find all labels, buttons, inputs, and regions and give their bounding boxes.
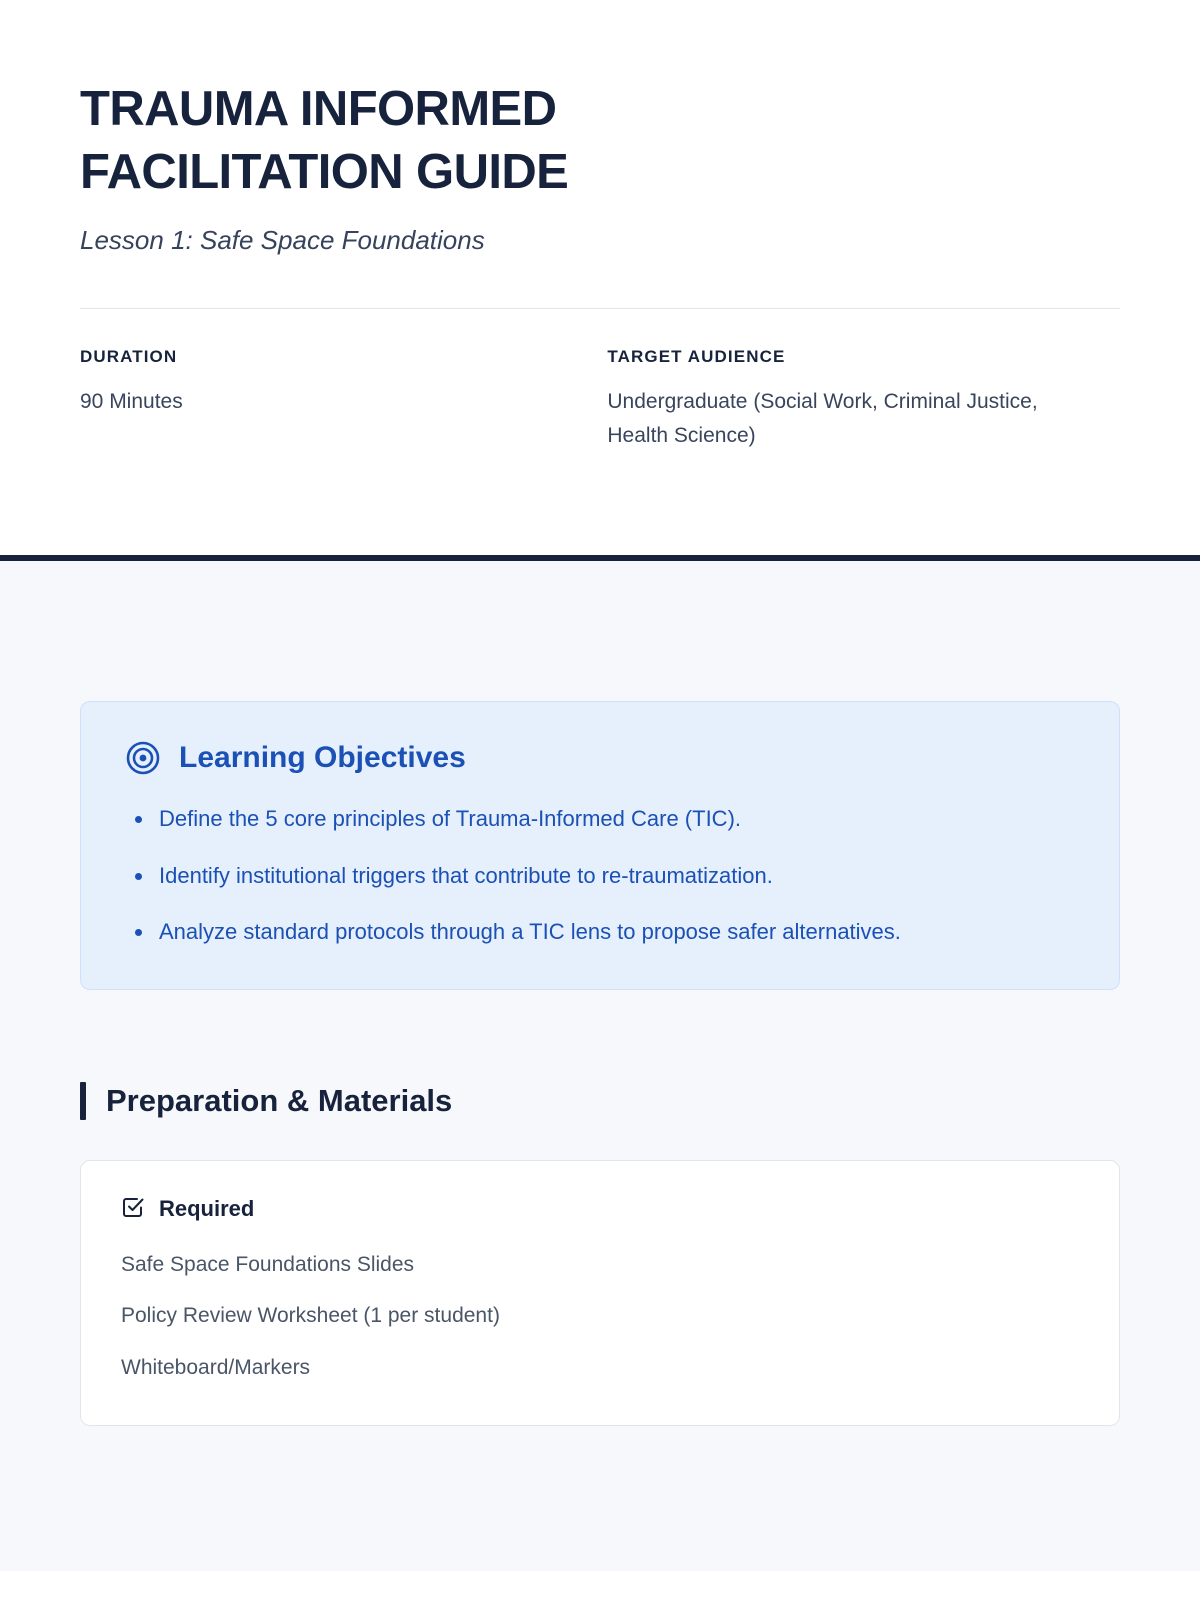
learning-objectives-callout bbox=[80, 701, 1120, 989]
list-item: Analyze standard protocols through a TIC lens to propose safer alternatives. bbox=[125, 915, 975, 949]
required-materials-list bbox=[121, 1248, 1079, 1385]
meta-grid bbox=[80, 347, 1120, 453]
page-subtitle: Lesson 1: Safe Space Foundations bbox=[80, 225, 485, 256]
list-item: Whiteboard/Markers bbox=[121, 1355, 311, 1379]
list-item: Safe Space Foundations Slides bbox=[121, 1252, 415, 1276]
header-divider bbox=[80, 308, 1120, 309]
document-body bbox=[0, 561, 1200, 1571]
meta-duration-value: 90 Minutes bbox=[80, 390, 183, 414]
list-item: Define the 5 core principles of Trauma-Informed Care (TIC). bbox=[125, 802, 975, 836]
learning-objectives-header bbox=[125, 740, 1075, 776]
preparation-section-header bbox=[80, 1082, 1120, 1120]
meta-target-audience bbox=[607, 347, 1120, 453]
learning-objectives-title: Learning Objectives bbox=[179, 741, 466, 775]
required-materials-header bbox=[121, 1195, 1079, 1224]
preparation-section-title: Preparation & Materials bbox=[106, 1082, 453, 1118]
list-item: Policy Review Worksheet (1 per student) bbox=[121, 1304, 500, 1328]
required-materials-title: Required bbox=[159, 1196, 255, 1222]
target-icon bbox=[125, 740, 161, 776]
list-item: Identify institutional triggers that contribute to re-traumatization. bbox=[125, 859, 975, 893]
section-accent-bar bbox=[80, 1082, 86, 1120]
page-title: TRAUMA INFORMED FACILITATION GUIDE bbox=[80, 82, 569, 199]
meta-audience-value: Undergraduate (Social Work, Criminal Justice, Health Science) bbox=[607, 390, 1038, 448]
header-spacer bbox=[80, 453, 1120, 555]
checkbox-checked-icon bbox=[121, 1195, 145, 1224]
learning-objectives-list bbox=[125, 802, 1075, 948]
meta-audience-label: TARGET AUDIENCE bbox=[607, 347, 786, 367]
document-header bbox=[0, 0, 1200, 555]
meta-duration bbox=[80, 347, 607, 453]
required-materials-card bbox=[80, 1160, 1120, 1426]
meta-duration-label: DURATION bbox=[80, 347, 178, 367]
